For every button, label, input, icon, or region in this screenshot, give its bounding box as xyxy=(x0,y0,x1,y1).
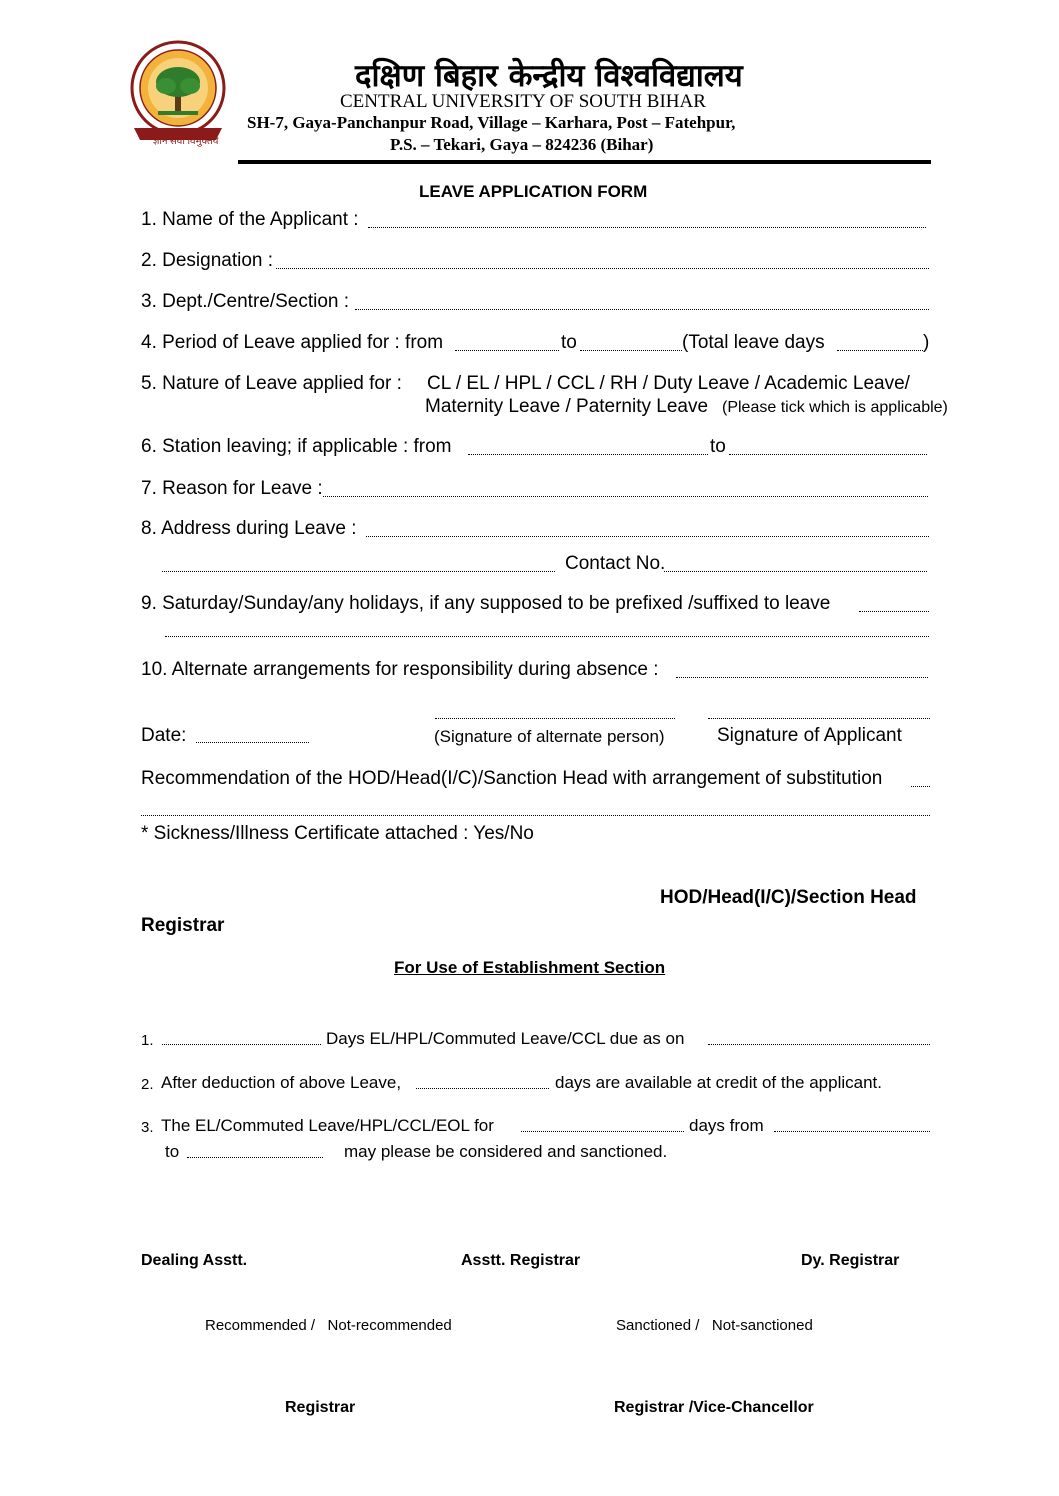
est-item3-to-line[interactable] xyxy=(187,1157,323,1158)
field-nature-label: 5. Nature of Leave applied for : xyxy=(141,373,402,394)
field-holidays-line-2[interactable] xyxy=(165,636,929,637)
dy-registrar: Dy. Registrar xyxy=(801,1252,900,1269)
field-nature-note: (Please tick which is applicable) xyxy=(722,399,948,416)
est-item3-days-line[interactable] xyxy=(521,1131,684,1132)
date-line[interactable] xyxy=(196,742,309,743)
header-divider xyxy=(238,160,931,164)
sickness-certificate: * Sickness/Illness Certificate attached : Yes/No xyxy=(141,823,534,844)
field-holidays-label: 9. Saturday/Sunday/any holidays, if any supposed to be prefixed /suffixed to leave xyxy=(141,593,831,614)
field-period-from-line[interactable] xyxy=(455,350,559,351)
est-item3-text-a: The EL/Commuted Leave/HPL/CCL/EOL for xyxy=(161,1116,494,1135)
est-item1-num: 1. xyxy=(141,1032,154,1049)
field-alternate-line[interactable] xyxy=(676,677,928,678)
field-station-to-label: to xyxy=(710,436,726,457)
est-item3-text-b: days from xyxy=(689,1116,764,1135)
field-period-label: 4. Period of Leave applied for : from xyxy=(141,332,444,353)
field-name-label: 1. Name of the Applicant : xyxy=(141,209,359,230)
est-item1-days-line[interactable] xyxy=(162,1044,321,1045)
est-item2-text-a: After deduction of above Leave, xyxy=(161,1073,402,1092)
field-reason-label: 7. Reason for Leave : xyxy=(141,478,323,499)
field-nature-options-2[interactable]: Maternity Leave / Paternity Leave xyxy=(425,396,709,417)
field-station-from-line[interactable] xyxy=(468,454,708,455)
registrar-vc-final: Registrar /Vice-Chancellor xyxy=(614,1399,814,1416)
recommendation-label: Recommendation of the HOD/Head(I/C)/Sanction Head with arrangement of substitution xyxy=(141,768,883,789)
est-item3-num: 3. xyxy=(141,1119,154,1136)
form-title: LEAVE APPLICATION FORM xyxy=(419,182,648,201)
field-dept-label: 3. Dept./Centre/Section : xyxy=(141,291,350,312)
recommendation-line[interactable] xyxy=(911,786,930,787)
sanctioned-option[interactable]: Sanctioned / Not-sanctioned xyxy=(616,1317,813,1334)
est-item3-text-d: may please be considered and sanctioned. xyxy=(344,1142,668,1161)
address-line-2: P.S. – Tekari, Gaya – 824236 (Bihar) xyxy=(390,135,654,154)
field-total-days-close: ) xyxy=(923,332,930,353)
field-station-to-line[interactable] xyxy=(729,454,927,455)
field-address-line-2[interactable] xyxy=(162,571,555,572)
field-alternate-label: 10. Alternate arrangements for responsibility during absence : xyxy=(141,659,659,680)
applicant-signature-line[interactable] xyxy=(708,718,930,719)
field-designation-label: 2. Designation : xyxy=(141,250,274,271)
field-dept-line[interactable] xyxy=(355,309,929,310)
english-university-name: CENTRAL UNIVERSITY OF SOUTH BIHAR xyxy=(340,91,706,112)
recommended-option[interactable]: Recommended / Not-recommended xyxy=(205,1317,452,1334)
field-designation-line[interactable] xyxy=(276,268,929,269)
hod-signatory: HOD/Head(I/C)/Section Head xyxy=(660,887,917,908)
field-name-line[interactable] xyxy=(368,227,926,228)
field-holidays-line[interactable] xyxy=(859,611,929,612)
applicant-signature-caption: Signature of Applicant xyxy=(717,725,902,746)
est-item2-days-line[interactable] xyxy=(416,1088,549,1089)
date-label: Date: xyxy=(141,725,187,746)
field-address-label: 8. Address during Leave : xyxy=(141,518,357,539)
field-address-line[interactable] xyxy=(366,536,929,537)
hindi-university-name: दक्षिण बिहार केन्द्रीय विश्वविद्यालय xyxy=(355,58,743,94)
logo-motto: ज्ञान सेवा विमुक्तये xyxy=(153,136,219,147)
dealing-asstt: Dealing Asstt. xyxy=(141,1252,248,1269)
field-nature-options-1[interactable]: CL / EL / HPL / CCL / RH / Duty Leave / Academic Leave/ xyxy=(427,373,910,394)
establishment-title: For Use of Establishment Section xyxy=(394,958,666,977)
field-reason-line[interactable] xyxy=(323,496,928,497)
asstt-registrar: Asstt. Registrar xyxy=(461,1252,581,1269)
est-item2-num: 2. xyxy=(141,1076,154,1093)
field-total-days-label: (Total leave days xyxy=(682,332,825,353)
alternate-signature-line[interactable] xyxy=(435,718,675,719)
est-item1-text: Days EL/HPL/Commuted Leave/CCL due as on xyxy=(326,1029,685,1048)
est-item1-date-line[interactable] xyxy=(708,1044,930,1045)
field-period-to-label: to xyxy=(561,332,577,353)
field-contact-line[interactable] xyxy=(664,571,927,572)
registrar-final: Registrar xyxy=(285,1399,356,1416)
registrar-signatory: Registrar xyxy=(141,915,225,936)
address-line-1: SH-7, Gaya-Panchanpur Road, Village – Karhara, Post – Fatehpur, xyxy=(247,113,736,132)
est-item3-text-c: to xyxy=(165,1142,180,1161)
recommendation-line-2[interactable] xyxy=(141,815,930,816)
est-item2-text-b: days are available at credit of the applicant. xyxy=(555,1073,882,1092)
field-total-days-line[interactable] xyxy=(837,350,923,351)
field-period-to-line[interactable] xyxy=(580,350,682,351)
est-item3-from-line[interactable] xyxy=(774,1131,930,1132)
alternate-signature-caption: (Signature of alternate person) xyxy=(434,727,665,746)
field-station-label: 6. Station leaving; if applicable : from xyxy=(141,436,452,457)
field-contact-label: Contact No. xyxy=(565,553,666,574)
